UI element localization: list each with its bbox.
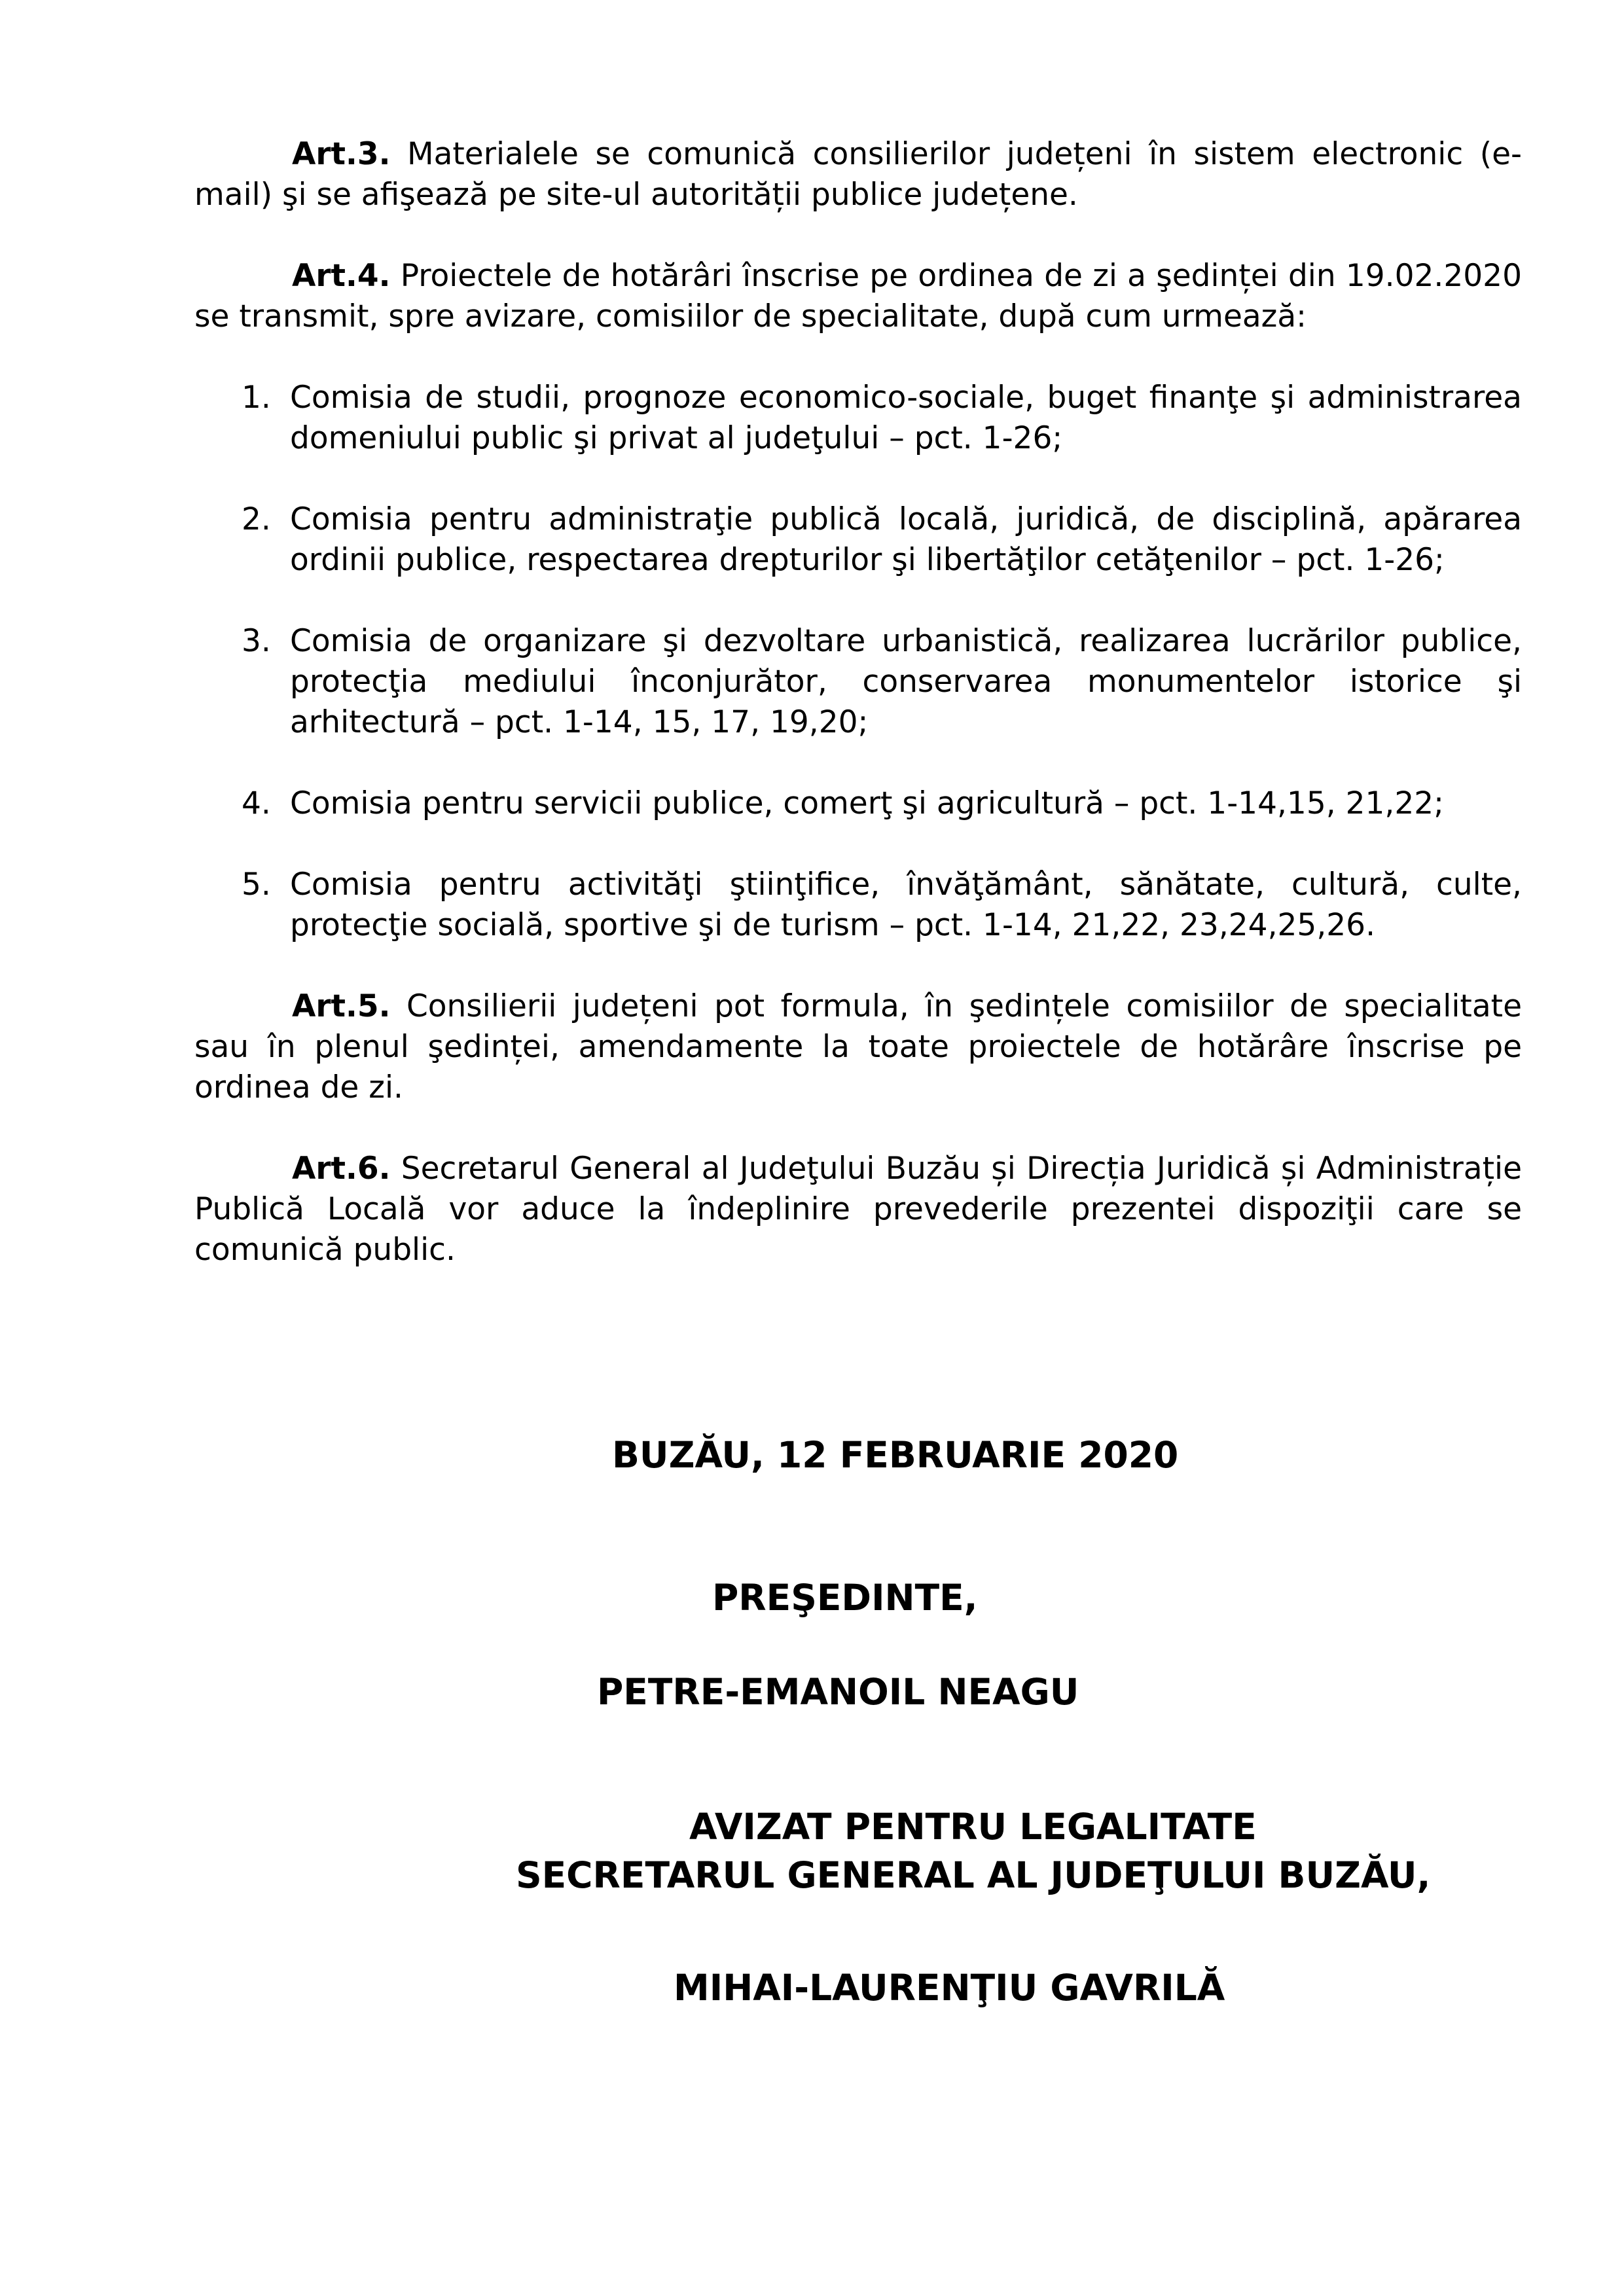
list-item-text: Comisia pentru administraţie publică locală, juridică, de disciplină, apărarea ordinii publice, respectarea drepturilor şi libertăţilor cetăţenilor – pct. 1-26; [290, 501, 1522, 578]
list-item-number: 3. [242, 623, 271, 659]
secretary-general-title: SECRETARUL GENERAL AL JUDEŢULUI BUZĂU, [516, 1854, 1431, 1896]
president-name: PETRE-EMANOIL NEAGU [597, 1671, 1079, 1713]
article-5-label: Art.5. [292, 988, 391, 1024]
article-4 [194, 256, 1522, 337]
list-item-number: 2. [242, 501, 271, 537]
list-item-number: 1. [242, 380, 271, 416]
article-5-text: Consilierii județeni pot formula, în şedințele comisiilor de specialitate sau în plenul şedinței, amendamente la toate proiectele de hotărâre înscrise pe ordinea de zi. [194, 988, 1522, 1105]
list-item-text: Comisia pentru activităţi ştiinţifice, învăţământ, sănătate, cultură, culte, protecţie socială, sportive şi de turism – pct. 1-14, 21,22, 23,24,25,26. [290, 867, 1522, 943]
article-6 [194, 1149, 1522, 1270]
president-title: PREŞEDINTE, [712, 1577, 978, 1619]
list-item-text: Comisia de organizare şi dezvoltare urbanistică, realizarea lucrărilor publice, protecţia mediului înconjurător, conservarea monumentelor istorice şi arhitectură – pct. 1-14, 15, 17, 19,20; [290, 623, 1522, 740]
list-item [194, 865, 1522, 946]
list-item-text: Comisia de studii, prognoze economico-sociale, buget finanţe şi administrarea domeniului public şi privat al judeţului – pct. 1-26; [290, 380, 1522, 456]
article-3 [194, 134, 1522, 215]
list-item [194, 499, 1522, 581]
list-item-text: Comisia pentru servicii publice, comerţ şi agricultură – pct. 1-14,15, 21,22; [290, 785, 1444, 821]
article-4-label: Art.4. [292, 258, 391, 294]
article-6-text: Secretarul General al Judeţului Buzău și Direcția Juridică și Administrație Publică Locală vor aduce la îndeplinire prevederile prezentei dispoziţii care se comunică public. [194, 1151, 1522, 1268]
article-4-text: Proiectele de hotărâri înscrise pe ordinea de zi a şedinței din 19.02.2020 se transmit, spre avizare, comisiilor de specialitate, după cum urmează: [194, 258, 1522, 334]
article-6-label: Art.6. [292, 1151, 391, 1187]
list-item [194, 621, 1522, 743]
article-5 [194, 986, 1522, 1108]
list-item [194, 783, 1522, 824]
list-item [194, 378, 1522, 459]
place-date: BUZĂU, 12 FEBRUARIE 2020 [612, 1434, 1179, 1476]
list-item-number: 5. [242, 867, 271, 903]
article-3-label: Art.3. [292, 136, 391, 172]
secretary-general-name: MIHAI-LAURENŢIU GAVRILĂ [674, 1967, 1225, 2009]
legality-approval-heading: AVIZAT PENTRU LEGALITATE [689, 1806, 1257, 1848]
document-body [194, 134, 1522, 1311]
article-3-text: Materialele se comunică consilierilor județeni în sistem electronic (e-mail) şi se afişează pe site-ul autorității publice județene. [194, 136, 1522, 213]
list-item-number: 4. [242, 785, 271, 821]
commission-list [194, 378, 1522, 946]
